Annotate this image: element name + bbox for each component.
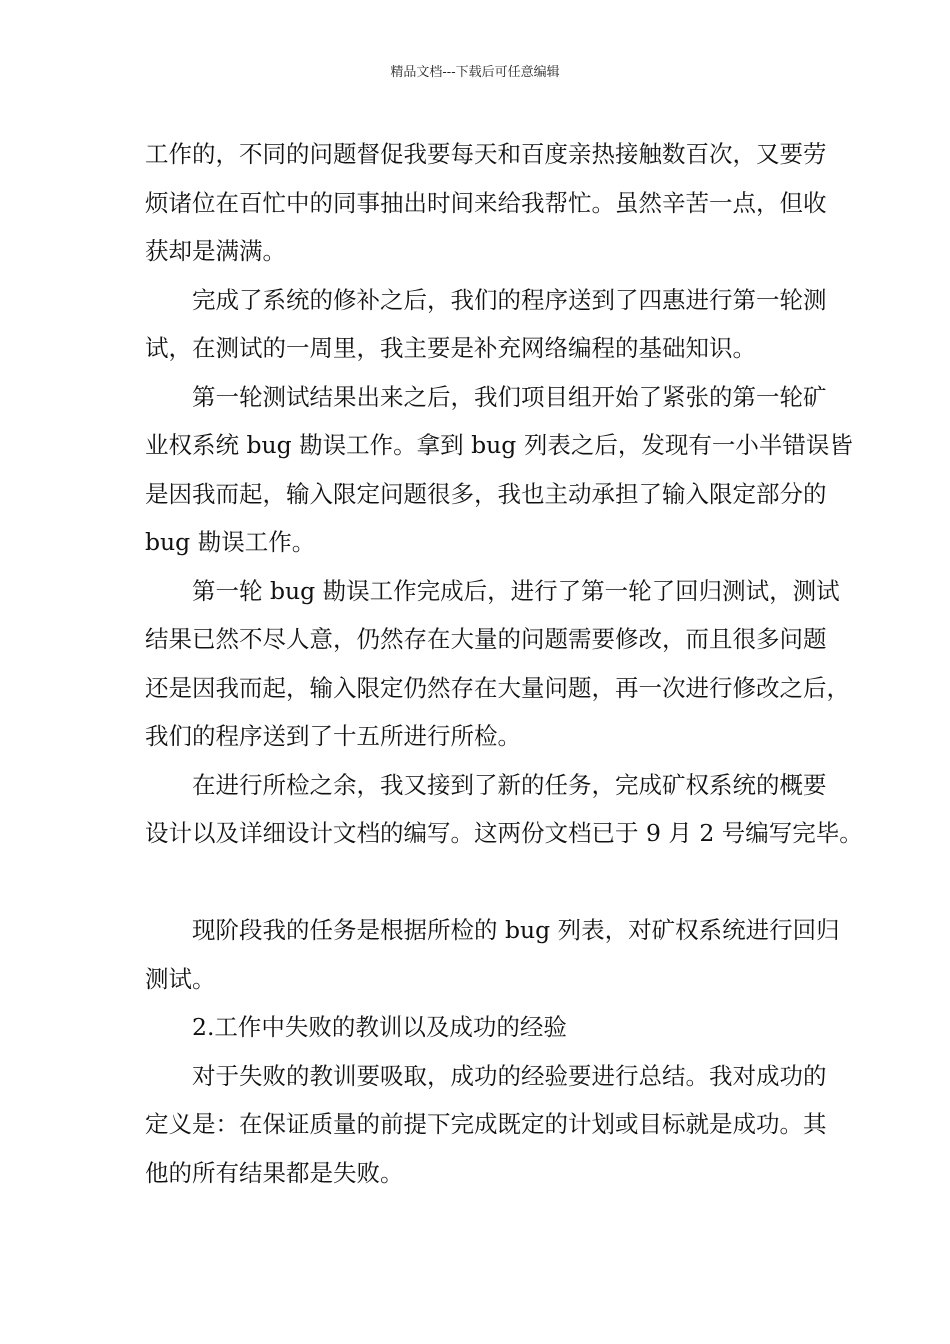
text-line: 是因我而起，输入限定问题很多，我也主动承担了输入限定部分的 bbox=[145, 479, 827, 508]
text-line: 业权系统 bug 勘误工作。拿到 bug 列表之后，发现有一小半错误皆 bbox=[145, 431, 853, 459]
text-line: 测试。 bbox=[145, 964, 216, 993]
text-line: 设计以及详细设计文档的编写。这两份文档已于 9 月 2 号编写完毕。 bbox=[145, 819, 863, 847]
text-line: bug 勘误工作。 bbox=[145, 528, 316, 556]
text-line: 第一轮 bug 勘误工作完成后，进行了第一轮了回归测试，测试 bbox=[192, 576, 840, 605]
text-line: 烦诸位在百忙中的同事抽出时间来给我帮忙。虽然辛苦一点，但收 bbox=[145, 188, 827, 217]
text-line: 对于失败的教训要吸取，成功的经验要进行总结。我对成功的 bbox=[192, 1061, 827, 1090]
text-line: 我们的程序送到了十五所进行所检。 bbox=[145, 722, 521, 750]
text-line: 定义是：在保证质量的前提下完成既定的计划或目标就是成功。其 bbox=[145, 1110, 827, 1138]
text-line: 完成了系统的修补之后，我们的程序送到了四惠进行第一轮测 bbox=[192, 285, 827, 314]
text-line: 试，在测试的一周里，我主要是补充网络编程的基础知识。 bbox=[145, 334, 756, 362]
paragraph-design-docs bbox=[145, 761, 863, 858]
paragraph-regression-test bbox=[145, 567, 850, 761]
text-line: 获却是满满。 bbox=[145, 237, 286, 265]
text-line: 结果已然不尽人意，仍然存在大量的问题需要修改，而且很多问题 bbox=[145, 625, 827, 653]
text-line: 工作的，不同的问题督促我要每天和百度亲热接触数百次，又要劳 bbox=[145, 140, 827, 168]
text-line: 在进行所检之余，我又接到了新的任务，完成矿权系统的概要 bbox=[192, 770, 827, 799]
section-heading bbox=[145, 1003, 817, 1052]
paragraph-current-task bbox=[145, 906, 840, 1003]
text-line: 第一轮测试结果出来之后，我们项目组开始了紧张的第一轮矿 bbox=[192, 382, 827, 411]
paragraph-continuation bbox=[145, 130, 827, 276]
text-line: 还是因我而起，输入限定仍然存在大量问题，再一次进行修改之后， bbox=[145, 673, 850, 702]
paragraph-lessons bbox=[145, 1052, 827, 1198]
heading-line: 2.工作中失败的教训以及成功的经验 bbox=[192, 1013, 567, 1041]
paragraph-system-repair bbox=[145, 276, 827, 373]
paragraph-first-round-test bbox=[145, 373, 853, 567]
text-line: 他的所有结果都是失败。 bbox=[145, 1158, 404, 1187]
blank-line bbox=[145, 858, 817, 907]
document-body bbox=[145, 130, 863, 1197]
page-header: 精品文档---下载后可任意编辑 bbox=[390, 65, 560, 80]
text-line: 现阶段我的任务是根据所检的 bug 列表，对矿权系统进行回归 bbox=[192, 916, 840, 944]
